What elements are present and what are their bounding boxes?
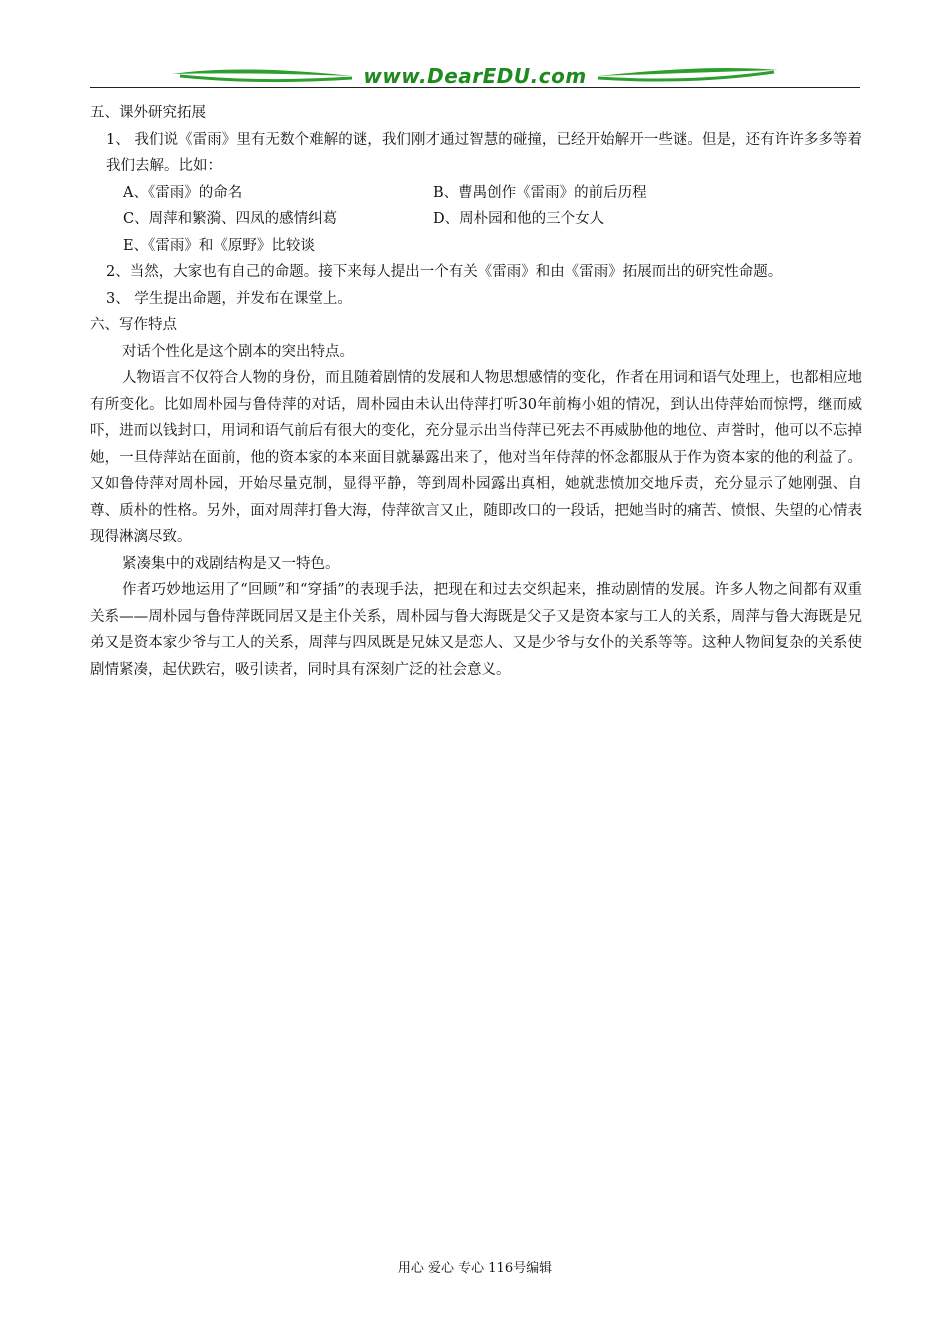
option-item: C、周萍和繁漪、四凤的感情纠葛 bbox=[123, 211, 338, 227]
option-row bbox=[90, 206, 862, 233]
paragraph: 作者巧妙地运用了“回顾”和“穿插”的表现手法，把现在和过去交织起来，推动剧情的发展。许多人物之间都有双重关系——周朴园与鲁侍萍既同居又是主仆关系，周朴园与鲁大海既是父子又是资本家与工人的关系，周萍与鲁大海既是兄弟又是资本家少爷与工人的关系，周萍与四凤既是兄妹又是恋人、又是少爷与女仆的关系等等。这种人物间复杂的关系使剧情紧凑，起伏跌宕，吸引读者，同时具有深刻广泛的社会意义。 bbox=[90, 582, 862, 678]
section-heading: 五、课外研究拓展 bbox=[90, 105, 206, 121]
paragraph: 紧凑集中的戏剧结构是又一特色。 bbox=[122, 555, 340, 572]
option-item: D、周朴园和他的三个女人 bbox=[433, 211, 605, 227]
paragraph: 1、 我们说《雷雨》里有无数个难解的谜，我们刚才通过智慧的碰撞，已经开始解开一些谜。但是，还有许许多多等着我们去解。比如： bbox=[106, 131, 862, 174]
option-item: B、曹禺创作《雷雨》的前后历程 bbox=[433, 184, 647, 201]
paragraph: 对话个性化是这个剧本的突出特点。 bbox=[122, 343, 354, 360]
header-divider bbox=[90, 87, 860, 88]
page-footer: 用心 爱心 专心 116号编辑 bbox=[397, 1261, 553, 1276]
paragraph: 人物语言不仅符合人物的身份，而且随着剧情的发展和人物思想感情的变化，作者在用词和语气处理上，也都相应地有所变化。比如周朴园与鲁侍萍的对话，周朴园由未认出侍萍打听30年前梅小姐的情况，到认出侍萍始而惊愕，继而威吓，进而以钱封口，用词和语气前后有很大的变化，充分显示出当侍萍已死去不再威胁他的地位、声誉时，他可以不忘掉她，一旦侍萍站在面前，他的资本家的本来面目就暴露出来了，他对当年侍萍的怀念都服从于作为资本家的他的利益了。又如鲁侍萍对周朴园，开始尽量克制，显得平静，等到周朴园露出真相，她就悲愤加交地斥责，充分显示了她刚强、自尊、质朴的性格。另外，面对周萍打鲁大海，侍萍欲言又止，随即改口的一段话，把她当时的痛苦、愤恨、失望的心情表现得淋漓尽致。 bbox=[90, 370, 862, 545]
page-header bbox=[90, 60, 860, 90]
option-row bbox=[90, 233, 862, 260]
site-logo-text: www.DearEDU.com bbox=[363, 64, 587, 88]
option-item: A、《雷雨》的命名 bbox=[123, 184, 243, 201]
option-row bbox=[90, 180, 862, 207]
section-heading: 六、写作特点 bbox=[90, 317, 177, 333]
option-item: E、《雷雨》和《原野》比较谈 bbox=[123, 237, 315, 254]
paragraph: 2、当然，大家也有自己的命题。接下来每人提出一个有关《雷雨》和由《雷雨》拓展而出的研究性命题。 bbox=[106, 264, 783, 280]
document-body bbox=[90, 100, 862, 683]
paragraph: 3、 学生提出命题，并发布在课堂上。 bbox=[106, 290, 352, 307]
